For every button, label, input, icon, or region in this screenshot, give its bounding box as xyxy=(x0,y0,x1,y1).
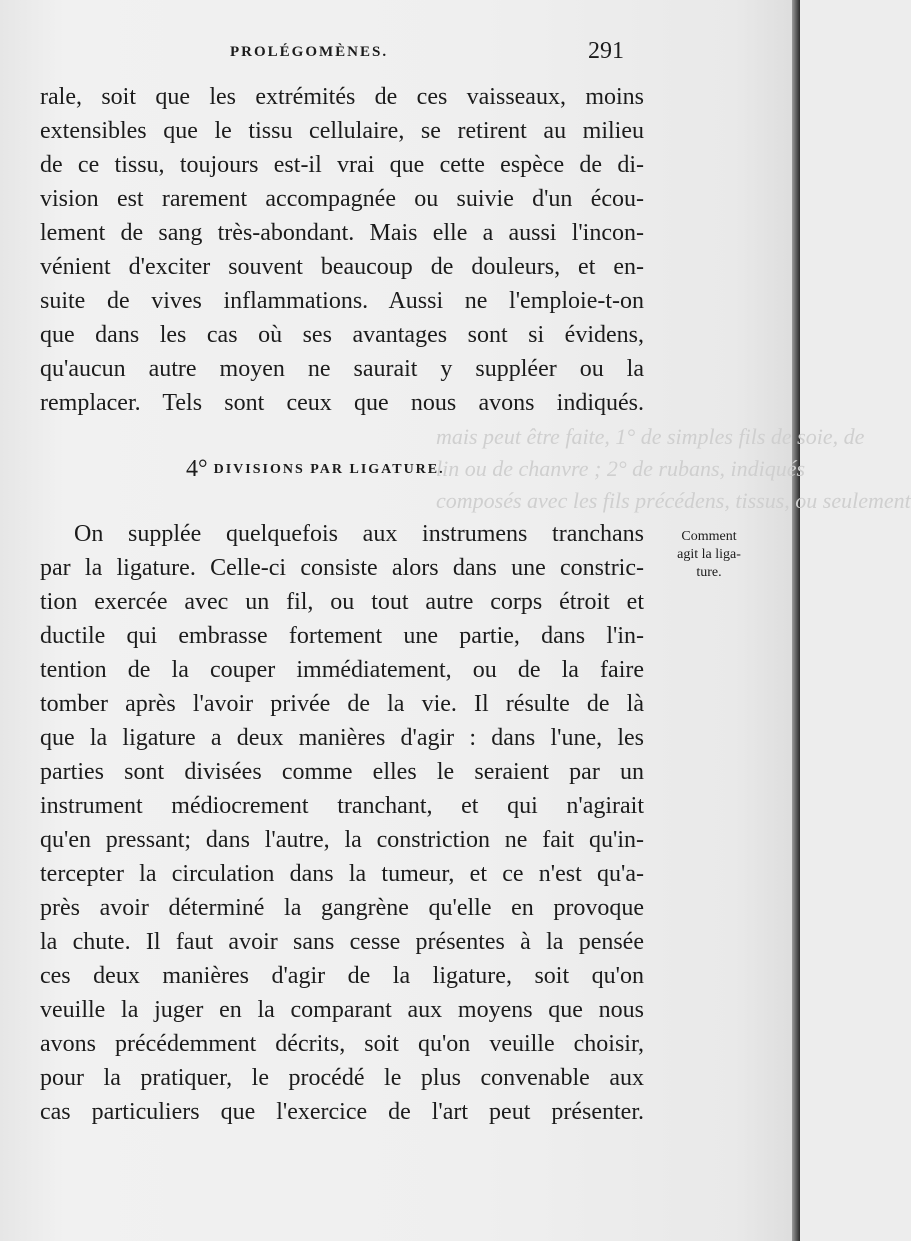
paragraph-1 xyxy=(40,80,644,420)
running-head: PROLÉGOMÈNES. xyxy=(230,44,389,60)
text-line: près avoir déterminé la gangrène qu'elle en provoque xyxy=(40,895,644,921)
text-line: remplacer. Tels sont ceux que nous avons indiqués. xyxy=(40,390,644,416)
margin-note-line: agit la liga- xyxy=(677,547,741,562)
text-line: tercepter la circulation dans la tumeur, et ce n'est qu'a- xyxy=(40,861,644,887)
text-line: tion exercée avec un fil, ou tout autre corps étroit et xyxy=(40,589,644,615)
text-line: veuille la juger en la comparant aux moyens que nous xyxy=(40,997,644,1023)
text-line: par la ligature. Celle-ci consiste alors dans une constric- xyxy=(40,555,644,581)
text-line: ductile qui embrasse fortement une partie, dans l'in- xyxy=(40,623,644,649)
text-line: extensibles que le tissu cellulaire, se retirent au milieu xyxy=(40,118,644,144)
text-line: qu'en pressant; dans l'autre, la constriction ne fait qu'in- xyxy=(40,827,644,853)
show-through-text: lin ou de chanvre ; 2° de rubans, indiqués xyxy=(436,456,806,481)
text-line: vision est rarement accompagnée ou suivie d'un écou- xyxy=(40,186,644,212)
section-number: 4° xyxy=(186,456,208,482)
margin-note-line: Comment xyxy=(681,529,737,544)
page-edge-shadow xyxy=(792,0,800,1241)
text-line: instrument médiocrement tranchant, et qui n'agirait xyxy=(40,793,644,819)
text-line: de ce tissu, toujours est-il vrai que cette espèce de di- xyxy=(40,152,644,178)
text-line: suite de vives inflammations. Aussi ne l'emploie-t-on xyxy=(40,288,644,314)
text-line: que dans les cas où ses avantages sont si évidens, xyxy=(40,322,644,348)
show-through-text: mais peut être faite, 1° de simples fils de soie, de xyxy=(436,424,865,449)
paragraph-2 xyxy=(40,517,644,1129)
text-line: qu'aucun autre moyen ne saurait y suppléer ou la xyxy=(40,356,644,382)
text-line: avons précédemment décrits, soit qu'on veuille choisir, xyxy=(40,1031,644,1057)
text-line: vénient d'exciter souvent beaucoup de douleurs, et en- xyxy=(40,254,644,280)
page-number: 291 xyxy=(588,38,624,64)
margin-note-line: ture. xyxy=(696,565,722,580)
text-line: parties sont divisées comme elles le seraient par un xyxy=(40,759,644,785)
text-line: rale, soit que les extrémités de ces vaisseaux, moins xyxy=(40,84,644,110)
text-line: tomber après l'avoir privée de la vie. Il résulte de là xyxy=(40,691,644,717)
margin-note xyxy=(654,528,764,582)
text-line: tention de la couper immédiatement, ou de la faire xyxy=(40,657,644,683)
section-heading xyxy=(186,456,445,483)
text-line: cas particuliers que l'exercice de l'art peut présenter. xyxy=(40,1099,644,1125)
show-through-text: composés avec les fils précédens, tissus, ou seulement xyxy=(436,488,911,513)
section-title: DIVISIONS PAR LIGATURE. xyxy=(213,462,445,477)
text-line: ces deux manières d'agir de la ligature, soit qu'on xyxy=(40,963,644,989)
text-line: la chute. Il faut avoir sans cesse présentes à la pensée xyxy=(40,929,644,955)
text-line: On supplée quelquefois aux instrumens tranchans xyxy=(74,521,644,547)
text-line: pour la pratiquer, le procédé le plus convenable aux xyxy=(40,1065,644,1091)
text-line: que la ligature a deux manières d'agir : dans l'une, les xyxy=(40,725,644,751)
text-line: lement de sang très-abondant. Mais elle a aussi l'incon- xyxy=(40,220,644,246)
